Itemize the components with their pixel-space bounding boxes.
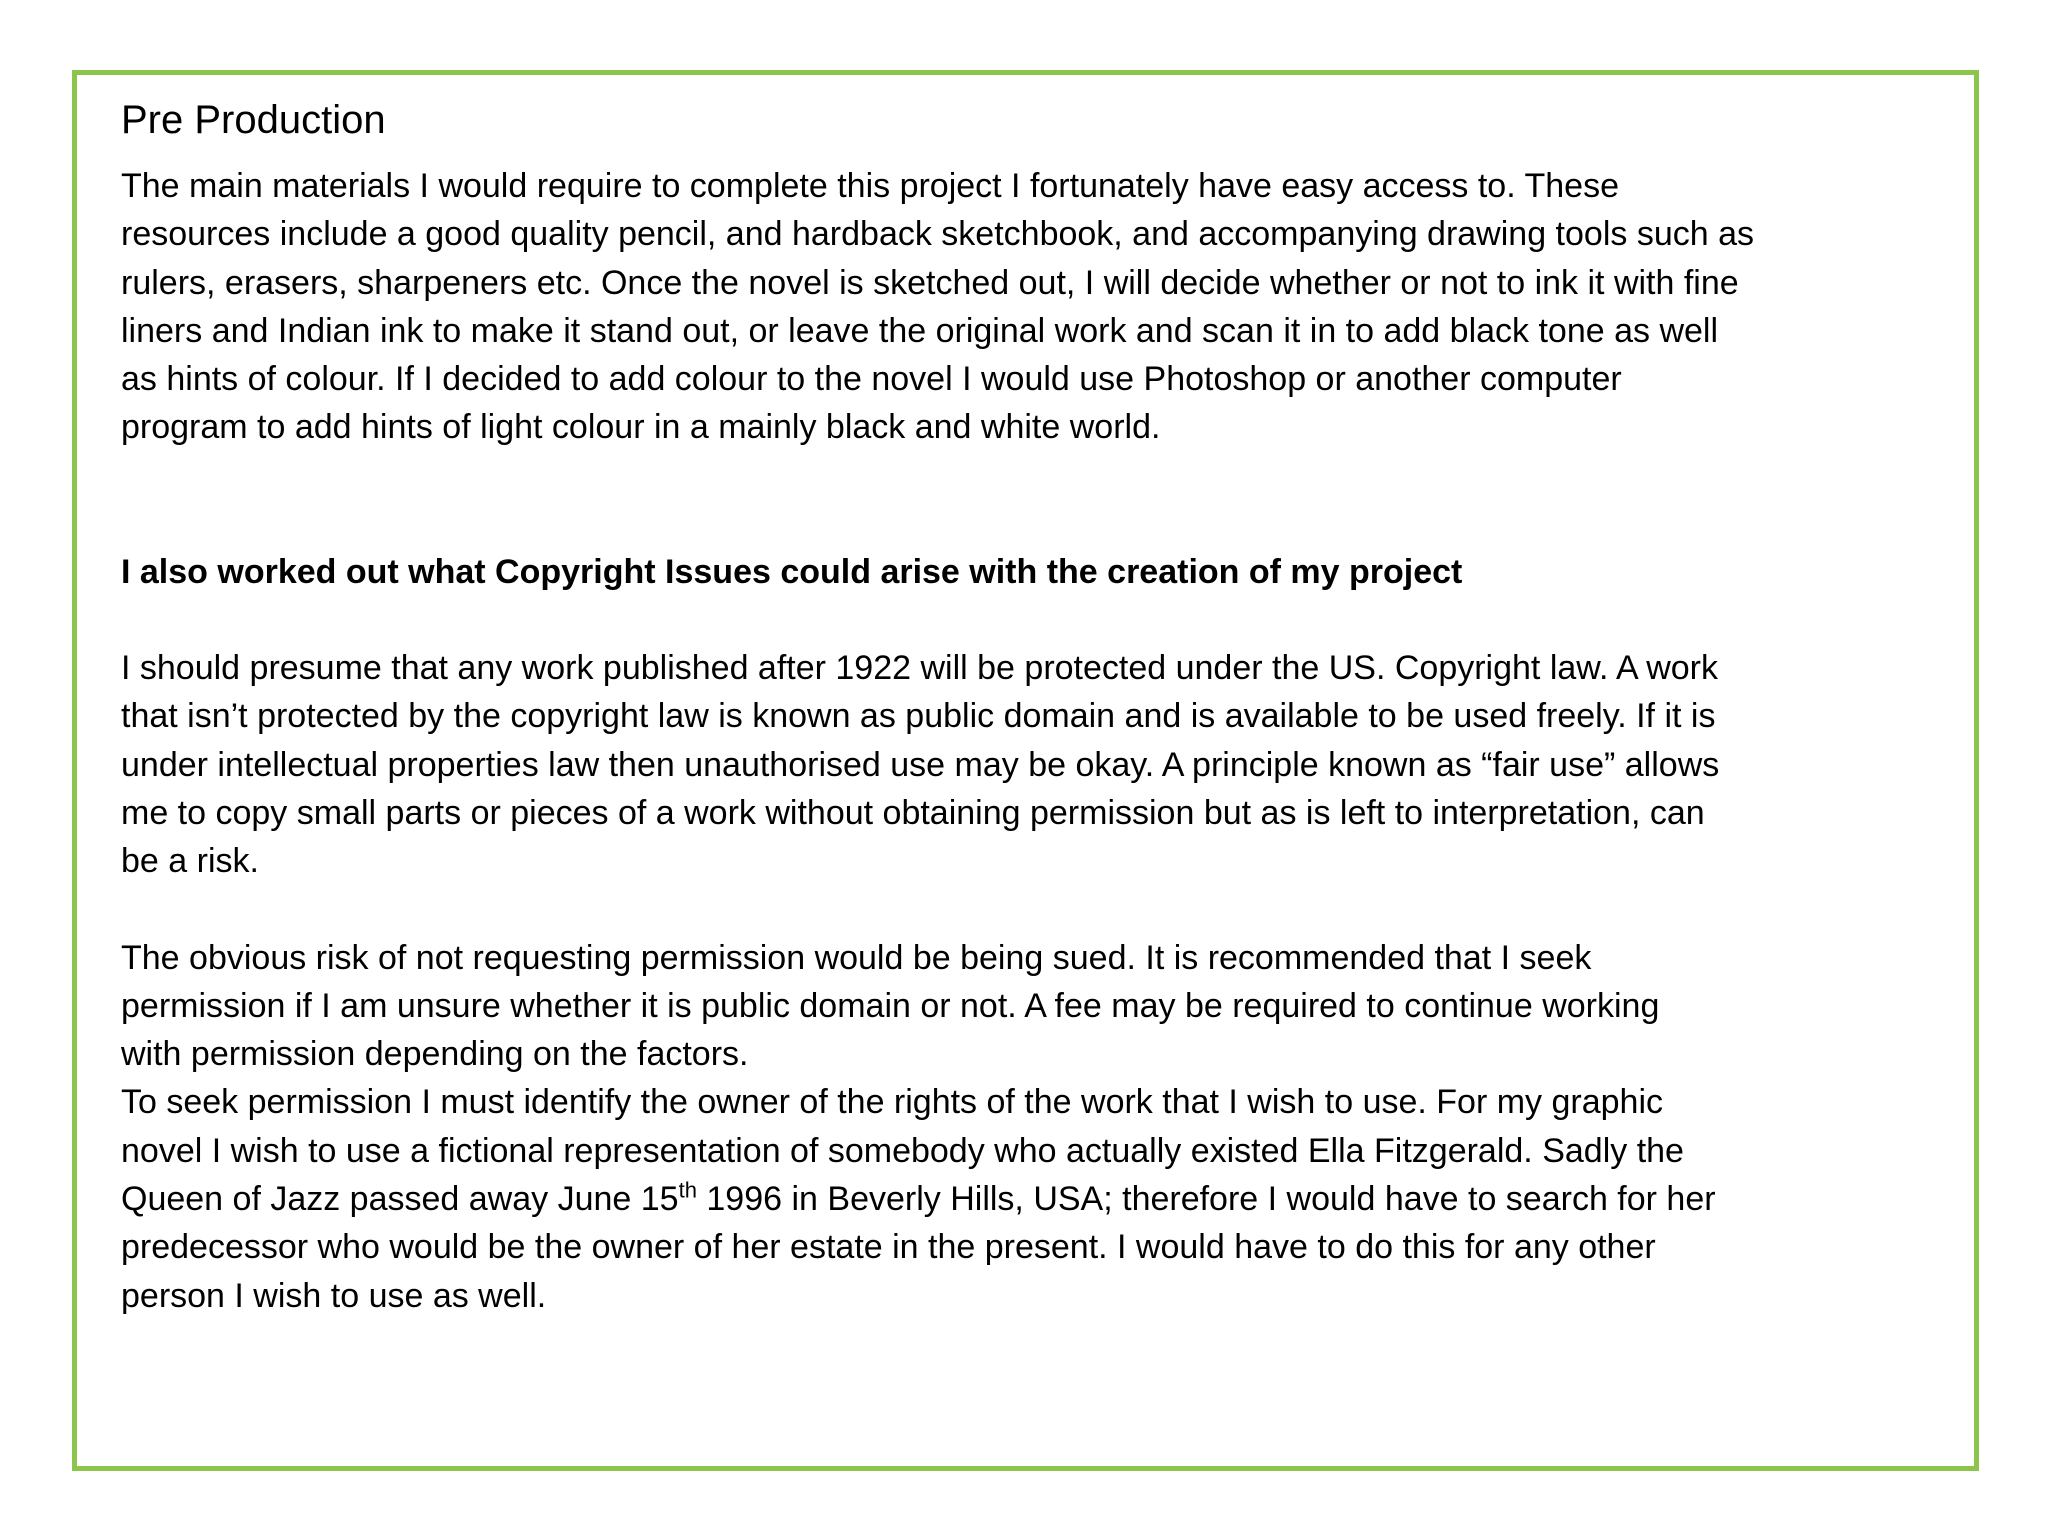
closing-line: predecessor who would be the owner of her estate in the present. I would have to do this for any other [121,1228,1656,1267]
closing-line: person I wish to use as well. [121,1276,547,1315]
date-line-after: 1996 in Beverly Hills, USA; therefore I would have to search for her [696,1180,1716,1219]
copyright-line: be a risk. [121,842,259,881]
intro-line: program to add hints of light colour in a mainly black and white world. [121,408,1161,447]
risk-line: with permission depending on the factors. [121,1035,749,1074]
copyright-line: I should presume that any work published after 1922 will be protected under the US. Copyright law. A work [121,649,1719,688]
risk-line: The obvious risk of not requesting permission would be being sued. It is recommended that I seek [121,938,1592,977]
copyright-paragraph [121,644,1921,885]
risk-line: novel I wish to use a fictional representation of somebody who actually existed Ella Fitzgerald. Sadly the [121,1131,1684,1170]
intro-line: rulers, erasers, sharpeners etc. Once the novel is sketched out, I will decide whether or not to ink it with fine [121,263,1739,302]
date-line-before: Queen of Jazz passed away June 15 [121,1180,679,1219]
intro-line: The main materials I would require to complete this project I fortunately have easy access to. These [121,167,1619,205]
slide-content [121,92,1921,1320]
risk-line: permission if I am unsure whether it is public domain or not. A fee may be required to continue working [121,986,1660,1025]
page-title: Pre Production [121,98,386,142]
copyright-line: that isn’t protected by the copyright law is known as public domain and is available to be used freely. If it is [121,697,1716,736]
copyright-line: under intellectual properties law then unauthorised use may be okay. A principle known as “fair use” allows [121,745,1720,784]
intro-line: liners and Indian ink to make it stand out, or leave the original work and scan it in to add black tone as well [121,311,1719,350]
intro-line: as hints of colour. If I decided to add colour to the novel I would use Photoshop or another computer [121,360,1622,399]
intro-paragraph [121,162,1921,452]
copyright-line: me to copy small parts or pieces of a work without obtaining permission but as is left to interpretation, can [121,793,1705,832]
intro-line: resources include a good quality pencil, and hardback sketchbook, and accompanying drawing tools such as [121,215,1754,254]
risk-paragraph [121,934,1921,1320]
ordinal-suffix: th [678,1177,697,1203]
copyright-heading: I also worked out what Copyright Issues could arise with the creation of my project [121,552,1463,591]
risk-line: To seek permission I must identify the owner of the rights of the work that I wish to use. For my graphic [121,1083,1664,1122]
date-line [121,1175,1921,1223]
